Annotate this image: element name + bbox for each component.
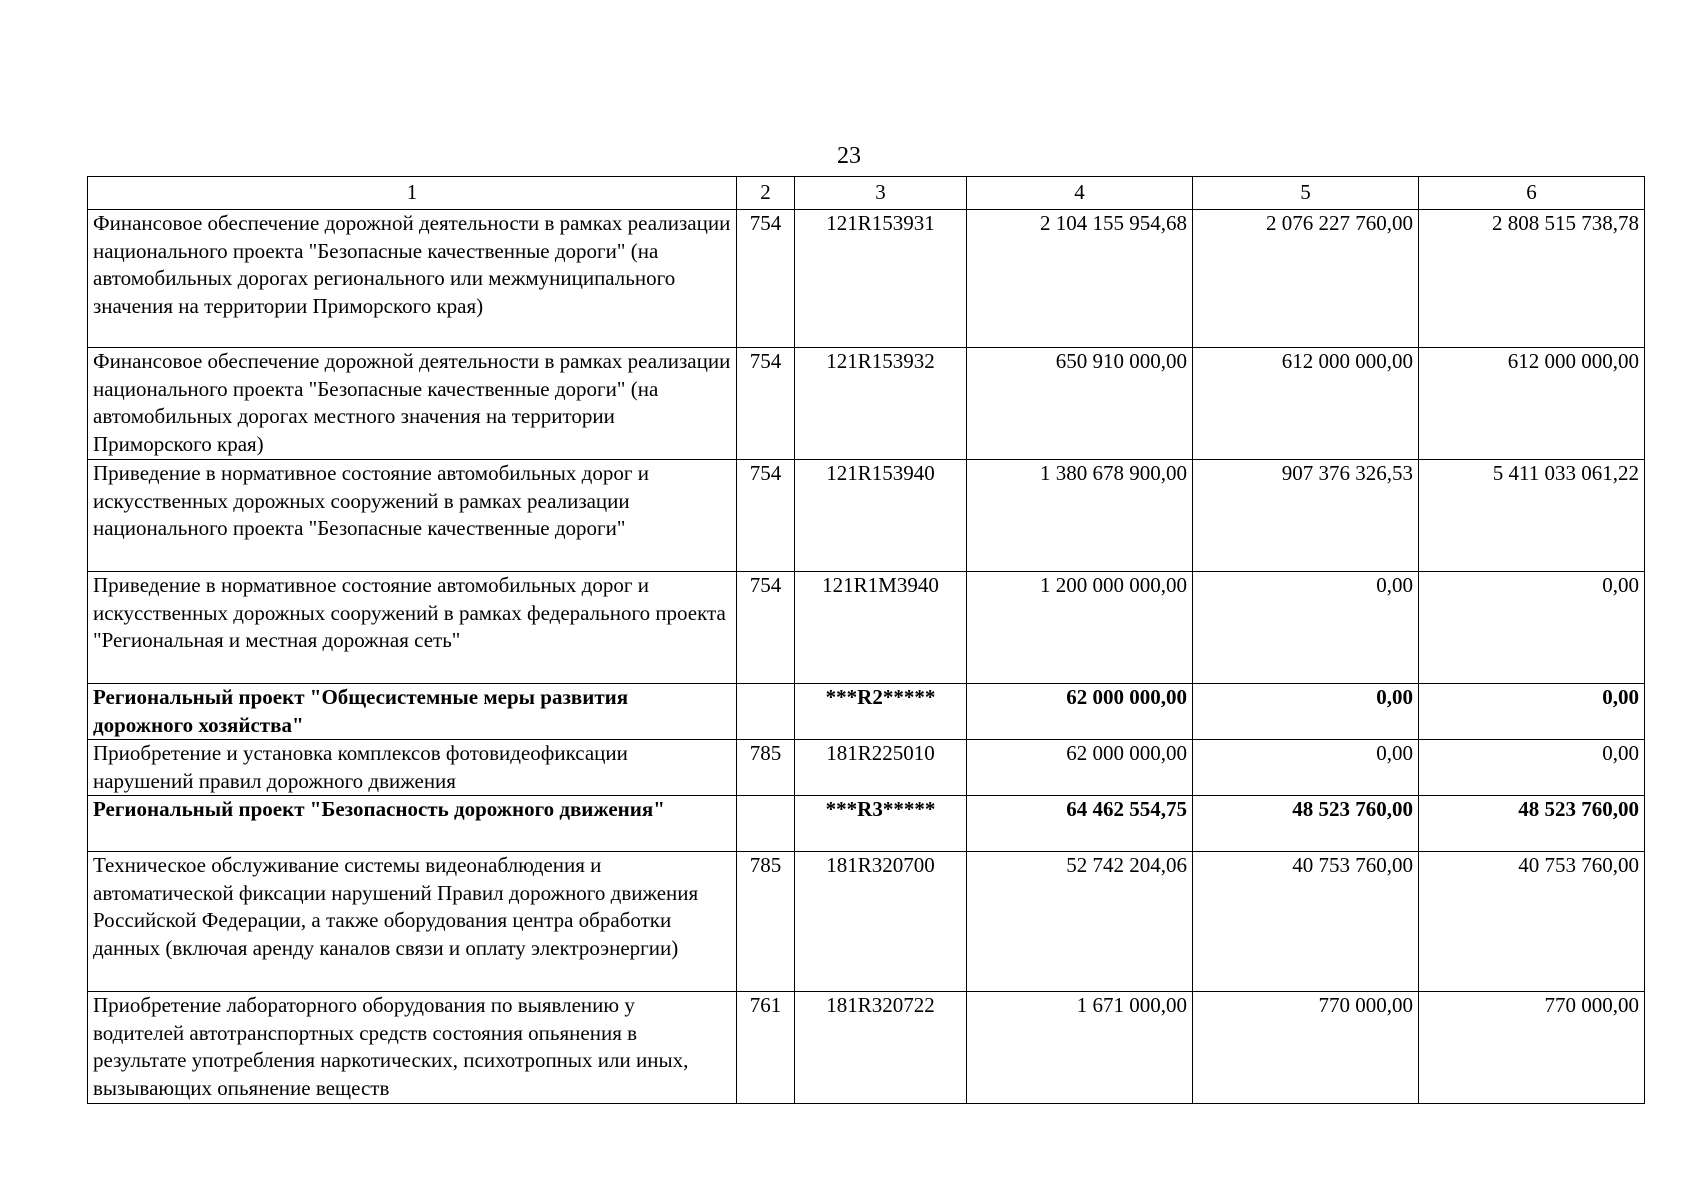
row-name: Приведение в нормативное состояние автомобильных дорог и искусственных дорожных сооружений в рамках реализации национального проекта "Безопасные качественные дороги" (88, 460, 737, 572)
row-csr: 121R153940 (795, 460, 967, 572)
row-value-5: 907 376 326,53 (1193, 460, 1419, 572)
row-value-6: 48 523 760,00 (1419, 796, 1645, 852)
row-value-5: 0,00 (1193, 684, 1419, 740)
row-value-4: 1 671 000,00 (967, 992, 1193, 1104)
row-value-5: 0,00 (1193, 740, 1419, 796)
table-row (88, 460, 1645, 572)
column-header-6: 6 (1419, 177, 1645, 210)
table-row (88, 572, 1645, 684)
row-value-5: 0,00 (1193, 572, 1419, 684)
table-row (88, 348, 1645, 460)
row-code (737, 684, 795, 740)
row-code: 754 (737, 572, 795, 684)
row-code: 754 (737, 210, 795, 348)
row-value-6: 612 000 000,00 (1419, 348, 1645, 460)
row-value-4: 650 910 000,00 (967, 348, 1193, 460)
row-value-5: 612 000 000,00 (1193, 348, 1419, 460)
table-row (88, 210, 1645, 348)
row-value-6: 770 000,00 (1419, 992, 1645, 1104)
row-name: Техническое обслуживание системы видеонаблюдения и автоматической фиксации нарушений Правил дорожного движения Российской Федерации, а также оборудования центра обработки данных (включая аренду каналов связи и оплату электроэнергии) (88, 852, 737, 992)
row-name: Финансовое обеспечение дорожной деятельности в рамках реализации национального проекта "Безопасные качественные дороги" (на автомобильных дорогах местного значения на территории Приморского края) (88, 348, 737, 460)
row-value-4: 2 104 155 954,68 (967, 210, 1193, 348)
row-value-4: 62 000 000,00 (967, 740, 1193, 796)
row-csr: 181R320722 (795, 992, 967, 1104)
row-name: Приобретение и установка комплексов фотовидеофиксации нарушений правил дорожного движения (88, 740, 737, 796)
row-name: Региональный проект "Безопасность дорожного движения" (88, 796, 737, 852)
row-value-6: 40 753 760,00 (1419, 852, 1645, 992)
row-csr: 121R1M3940 (795, 572, 967, 684)
row-code: 754 (737, 460, 795, 572)
row-value-5: 2 076 227 760,00 (1193, 210, 1419, 348)
row-code: 785 (737, 740, 795, 796)
table-row (88, 852, 1645, 992)
header-row (88, 177, 1645, 210)
row-code: 785 (737, 852, 795, 992)
row-csr: 181R225010 (795, 740, 967, 796)
row-name: Приобретение лабораторного оборудования по выявлению у водителей автотранспортных средств состояния опьянения в результате употребления наркотических, психотропных или иных, вызывающих опьянение веществ (88, 992, 737, 1104)
row-value-4: 1 380 678 900,00 (967, 460, 1193, 572)
page-number: 23 (837, 143, 861, 169)
row-csr: ***R2***** (795, 684, 967, 740)
row-name: Приведение в нормативное состояние автомобильных дорог и искусственных дорожных сооружений в рамках федерального проекта "Региональная и местная дорожная сеть" (88, 572, 737, 684)
row-csr: ***R3***** (795, 796, 967, 852)
row-code (737, 796, 795, 852)
row-value-5: 40 753 760,00 (1193, 852, 1419, 992)
row-value-4: 1 200 000 000,00 (967, 572, 1193, 684)
table-row (88, 796, 1645, 852)
row-name: Финансовое обеспечение дорожной деятельности в рамках реализации национального проекта "Безопасные качественные дороги" (на автомобильных дорогах регионального или межмуниципального значения на территории Приморского края) (88, 210, 737, 348)
row-csr: 121R153931 (795, 210, 967, 348)
row-name: Региональный проект "Общесистемные меры развития дорожного хозяйства" (88, 684, 737, 740)
column-header-1: 1 (88, 177, 737, 210)
row-value-4: 64 462 554,75 (967, 796, 1193, 852)
column-header-5: 5 (1193, 177, 1419, 210)
column-header-3: 3 (795, 177, 967, 210)
row-code: 754 (737, 348, 795, 460)
row-value-6: 0,00 (1419, 740, 1645, 796)
row-value-4: 52 742 204,06 (967, 852, 1193, 992)
row-csr: 181R320700 (795, 852, 967, 992)
row-value-6: 0,00 (1419, 572, 1645, 684)
table-row (88, 740, 1645, 796)
row-value-6: 2 808 515 738,78 (1419, 210, 1645, 348)
row-value-6: 5 411 033 061,22 (1419, 460, 1645, 572)
row-code: 761 (737, 992, 795, 1104)
table-row (88, 992, 1645, 1104)
row-value-5: 770 000,00 (1193, 992, 1419, 1104)
column-header-4: 4 (967, 177, 1193, 210)
row-value-4: 62 000 000,00 (967, 684, 1193, 740)
row-csr: 121R153932 (795, 348, 967, 460)
row-value-6: 0,00 (1419, 684, 1645, 740)
budget-table (87, 176, 1645, 1104)
row-value-5: 48 523 760,00 (1193, 796, 1419, 852)
table-row (88, 684, 1645, 740)
column-header-2: 2 (737, 177, 795, 210)
